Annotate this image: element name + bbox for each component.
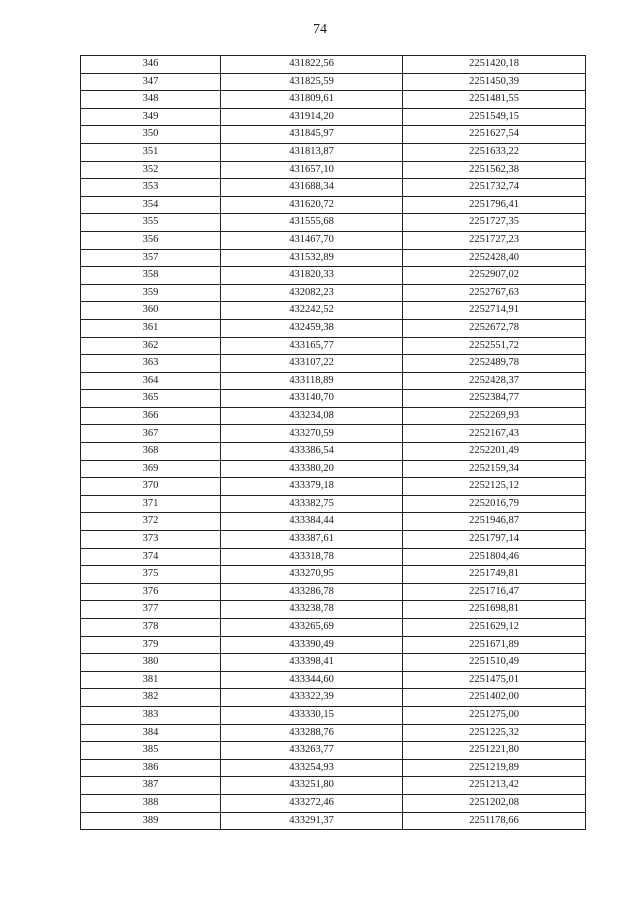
x-coordinate-cell: 433387,61 xyxy=(221,531,403,549)
x-coordinate-cell: 433286,78 xyxy=(221,583,403,601)
table-row xyxy=(81,267,586,285)
point-number-cell: 364 xyxy=(81,372,221,390)
point-number-cell: 352 xyxy=(81,161,221,179)
y-coordinate-cell: 2251562,38 xyxy=(403,161,586,179)
table-row xyxy=(81,671,586,689)
point-number-cell: 381 xyxy=(81,671,221,689)
x-coordinate-cell: 433270,59 xyxy=(221,425,403,443)
y-coordinate-cell: 2252016,79 xyxy=(403,495,586,513)
table-row xyxy=(81,126,586,144)
x-coordinate-cell: 433344,60 xyxy=(221,671,403,689)
point-number-cell: 355 xyxy=(81,214,221,232)
x-coordinate-cell: 433380,20 xyxy=(221,460,403,478)
y-coordinate-cell: 2251225,32 xyxy=(403,724,586,742)
table-row xyxy=(81,759,586,777)
point-number-cell: 365 xyxy=(81,390,221,408)
point-number-cell: 377 xyxy=(81,601,221,619)
x-coordinate-cell: 433322,39 xyxy=(221,689,403,707)
x-coordinate-cell: 433288,76 xyxy=(221,724,403,742)
table-row xyxy=(81,443,586,461)
y-coordinate-cell: 2251450,39 xyxy=(403,73,586,91)
x-coordinate-cell: 431555,68 xyxy=(221,214,403,232)
x-coordinate-cell: 433272,46 xyxy=(221,794,403,812)
x-coordinate-cell: 431813,87 xyxy=(221,143,403,161)
table-row xyxy=(81,161,586,179)
point-number-cell: 360 xyxy=(81,302,221,320)
y-coordinate-cell: 2252125,12 xyxy=(403,478,586,496)
y-coordinate-cell: 2251178,66 xyxy=(403,812,586,830)
table-row xyxy=(81,284,586,302)
y-coordinate-cell: 2251629,12 xyxy=(403,619,586,637)
x-coordinate-cell: 431809,61 xyxy=(221,91,403,109)
table-row xyxy=(81,654,586,672)
table-row xyxy=(81,249,586,267)
table-row xyxy=(81,143,586,161)
y-coordinate-cell: 2251510,49 xyxy=(403,654,586,672)
y-coordinate-cell: 2251671,89 xyxy=(403,636,586,654)
table-row xyxy=(81,513,586,531)
x-coordinate-cell: 433382,75 xyxy=(221,495,403,513)
y-coordinate-cell: 2251275,00 xyxy=(403,706,586,724)
table-row xyxy=(81,706,586,724)
y-coordinate-cell: 2251481,55 xyxy=(403,91,586,109)
point-number-cell: 350 xyxy=(81,126,221,144)
point-number-cell: 373 xyxy=(81,531,221,549)
y-coordinate-cell: 2251727,23 xyxy=(403,231,586,249)
coordinates-table xyxy=(80,55,586,830)
y-coordinate-cell: 2251219,89 xyxy=(403,759,586,777)
table-row xyxy=(81,566,586,584)
y-coordinate-cell: 2251202,08 xyxy=(403,794,586,812)
point-number-cell: 385 xyxy=(81,742,221,760)
y-coordinate-cell: 2252551,72 xyxy=(403,337,586,355)
x-coordinate-cell: 432459,38 xyxy=(221,319,403,337)
table-row xyxy=(81,777,586,795)
y-coordinate-cell: 2252767,63 xyxy=(403,284,586,302)
y-coordinate-cell: 2252672,78 xyxy=(403,319,586,337)
x-coordinate-cell: 431820,33 xyxy=(221,267,403,285)
table-row xyxy=(81,91,586,109)
point-number-cell: 366 xyxy=(81,407,221,425)
y-coordinate-cell: 2251627,54 xyxy=(403,126,586,144)
table-row xyxy=(81,601,586,619)
point-number-cell: 376 xyxy=(81,583,221,601)
x-coordinate-cell: 433386,54 xyxy=(221,443,403,461)
point-number-cell: 368 xyxy=(81,443,221,461)
x-coordinate-cell: 431657,10 xyxy=(221,161,403,179)
table-row xyxy=(81,495,586,513)
x-coordinate-cell: 433318,78 xyxy=(221,548,403,566)
x-coordinate-cell: 433238,78 xyxy=(221,601,403,619)
table-row xyxy=(81,56,586,74)
y-coordinate-cell: 2251946,87 xyxy=(403,513,586,531)
x-coordinate-cell: 433140,70 xyxy=(221,390,403,408)
point-number-cell: 367 xyxy=(81,425,221,443)
point-number-cell: 348 xyxy=(81,91,221,109)
point-number-cell: 369 xyxy=(81,460,221,478)
y-coordinate-cell: 2252269,93 xyxy=(403,407,586,425)
table-row xyxy=(81,372,586,390)
point-number-cell: 361 xyxy=(81,319,221,337)
point-number-cell: 356 xyxy=(81,231,221,249)
point-number-cell: 378 xyxy=(81,619,221,637)
table-row xyxy=(81,196,586,214)
y-coordinate-cell: 2251732,74 xyxy=(403,179,586,197)
x-coordinate-cell: 431822,56 xyxy=(221,56,403,74)
x-coordinate-cell: 433254,93 xyxy=(221,759,403,777)
point-number-cell: 362 xyxy=(81,337,221,355)
x-coordinate-cell: 433330,15 xyxy=(221,706,403,724)
y-coordinate-cell: 2251549,15 xyxy=(403,108,586,126)
table-row xyxy=(81,355,586,373)
table-row xyxy=(81,636,586,654)
y-coordinate-cell: 2251749,81 xyxy=(403,566,586,584)
y-coordinate-cell: 2252489,78 xyxy=(403,355,586,373)
x-coordinate-cell: 433263,77 xyxy=(221,742,403,760)
x-coordinate-cell: 433107,22 xyxy=(221,355,403,373)
y-coordinate-cell: 2251213,42 xyxy=(403,777,586,795)
table-row xyxy=(81,73,586,91)
x-coordinate-cell: 431532,89 xyxy=(221,249,403,267)
point-number-cell: 384 xyxy=(81,724,221,742)
x-coordinate-cell: 433251,80 xyxy=(221,777,403,795)
x-coordinate-cell: 431688,34 xyxy=(221,179,403,197)
point-number-cell: 389 xyxy=(81,812,221,830)
point-number-cell: 346 xyxy=(81,56,221,74)
point-number-cell: 386 xyxy=(81,759,221,777)
x-coordinate-cell: 432242,52 xyxy=(221,302,403,320)
x-coordinate-cell: 433270,95 xyxy=(221,566,403,584)
y-coordinate-cell: 2252907,02 xyxy=(403,267,586,285)
table-row xyxy=(81,302,586,320)
y-coordinate-cell: 2252384,77 xyxy=(403,390,586,408)
table-row xyxy=(81,531,586,549)
table-row xyxy=(81,337,586,355)
x-coordinate-cell: 433384,44 xyxy=(221,513,403,531)
point-number-cell: 358 xyxy=(81,267,221,285)
table-row xyxy=(81,548,586,566)
x-coordinate-cell: 433234,08 xyxy=(221,407,403,425)
y-coordinate-cell: 2251221,80 xyxy=(403,742,586,760)
point-number-cell: 357 xyxy=(81,249,221,267)
x-coordinate-cell: 432082,23 xyxy=(221,284,403,302)
point-number-cell: 353 xyxy=(81,179,221,197)
x-coordinate-cell: 431467,70 xyxy=(221,231,403,249)
y-coordinate-cell: 2251698,81 xyxy=(403,601,586,619)
table-row xyxy=(81,619,586,637)
point-number-cell: 375 xyxy=(81,566,221,584)
y-coordinate-cell: 2251796,41 xyxy=(403,196,586,214)
point-number-cell: 382 xyxy=(81,689,221,707)
point-number-cell: 371 xyxy=(81,495,221,513)
y-coordinate-cell: 2252714,91 xyxy=(403,302,586,320)
point-number-cell: 354 xyxy=(81,196,221,214)
table-row xyxy=(81,108,586,126)
y-coordinate-cell: 2252428,40 xyxy=(403,249,586,267)
table-row xyxy=(81,689,586,707)
y-coordinate-cell: 2251420,18 xyxy=(403,56,586,74)
point-number-cell: 363 xyxy=(81,355,221,373)
point-number-cell: 387 xyxy=(81,777,221,795)
table-row xyxy=(81,812,586,830)
table-row xyxy=(81,583,586,601)
coordinates-table-body xyxy=(81,56,586,830)
y-coordinate-cell: 2251797,14 xyxy=(403,531,586,549)
x-coordinate-cell: 433118,89 xyxy=(221,372,403,390)
y-coordinate-cell: 2252428,37 xyxy=(403,372,586,390)
point-number-cell: 383 xyxy=(81,706,221,724)
x-coordinate-cell: 433379,18 xyxy=(221,478,403,496)
table-row xyxy=(81,724,586,742)
table-row xyxy=(81,231,586,249)
y-coordinate-cell: 2252159,34 xyxy=(403,460,586,478)
x-coordinate-cell: 433265,69 xyxy=(221,619,403,637)
y-coordinate-cell: 2251727,35 xyxy=(403,214,586,232)
table-row xyxy=(81,794,586,812)
point-number-cell: 370 xyxy=(81,478,221,496)
x-coordinate-cell: 433390,49 xyxy=(221,636,403,654)
table-row xyxy=(81,319,586,337)
table-row xyxy=(81,179,586,197)
table-row xyxy=(81,390,586,408)
point-number-cell: 351 xyxy=(81,143,221,161)
point-number-cell: 347 xyxy=(81,73,221,91)
point-number-cell: 359 xyxy=(81,284,221,302)
x-coordinate-cell: 431825,59 xyxy=(221,73,403,91)
point-number-cell: 379 xyxy=(81,636,221,654)
table-row xyxy=(81,425,586,443)
y-coordinate-cell: 2251475,01 xyxy=(403,671,586,689)
point-number-cell: 374 xyxy=(81,548,221,566)
x-coordinate-cell: 433398,41 xyxy=(221,654,403,672)
point-number-cell: 380 xyxy=(81,654,221,672)
x-coordinate-cell: 431620,72 xyxy=(221,196,403,214)
table-row xyxy=(81,478,586,496)
y-coordinate-cell: 2252201,49 xyxy=(403,443,586,461)
x-coordinate-cell: 433165,77 xyxy=(221,337,403,355)
table-row xyxy=(81,214,586,232)
table-row xyxy=(81,407,586,425)
point-number-cell: 349 xyxy=(81,108,221,126)
y-coordinate-cell: 2252167,43 xyxy=(403,425,586,443)
table-row xyxy=(81,460,586,478)
y-coordinate-cell: 2251716,47 xyxy=(403,583,586,601)
x-coordinate-cell: 431914,20 xyxy=(221,108,403,126)
point-number-cell: 372 xyxy=(81,513,221,531)
y-coordinate-cell: 2251402,00 xyxy=(403,689,586,707)
x-coordinate-cell: 433291,37 xyxy=(221,812,403,830)
y-coordinate-cell: 2251633,22 xyxy=(403,143,586,161)
y-coordinate-cell: 2251804,46 xyxy=(403,548,586,566)
x-coordinate-cell: 431845,97 xyxy=(221,126,403,144)
table-row xyxy=(81,742,586,760)
point-number-cell: 388 xyxy=(81,794,221,812)
page-number: 74 xyxy=(313,22,327,37)
